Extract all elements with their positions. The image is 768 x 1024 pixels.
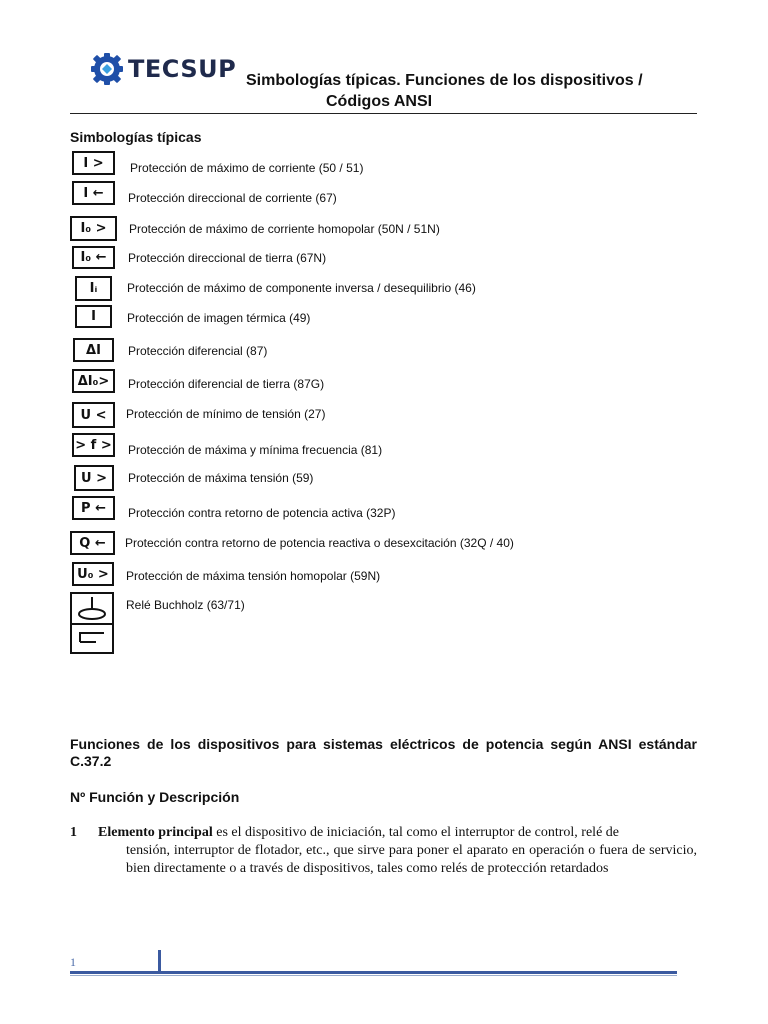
- tecsup-logo: [90, 52, 236, 86]
- section-heading-simbologias: Simbologías típicas: [70, 129, 202, 145]
- symbol-label: Protección direccional de tierra (67N): [128, 251, 327, 265]
- footer-rule: [70, 971, 677, 974]
- symbol-box: I₀ >: [70, 216, 117, 241]
- item-term: Elemento principal: [98, 825, 213, 840]
- symbol-box: U₀ >: [72, 562, 114, 586]
- symbol-box: U >: [74, 465, 114, 491]
- symbol-box: P ←: [72, 496, 115, 520]
- title-line-1: Simbologías típicas. Funciones de los dispositivos /: [246, 72, 643, 89]
- symbol-box: I₀ ←: [72, 246, 115, 269]
- footer-rule-thin: [70, 975, 677, 976]
- page-title: [246, 70, 643, 112]
- logo-text: TECSUP: [128, 55, 237, 83]
- symbol-label: Protección de mínimo de tensión (27): [126, 407, 326, 421]
- table-heading: Nº Función y Descripción: [70, 789, 240, 805]
- title-line-2: Códigos ANSI: [326, 93, 433, 110]
- symbol-label: Protección diferencial (87): [128, 344, 268, 358]
- item-text-line1: es el dispositivo de iniciación, tal como el interruptor de control, relé de: [212, 825, 620, 840]
- symbol-box: I >: [72, 151, 115, 175]
- symbol-label: Protección contra retorno de potencia activa (32P): [128, 506, 396, 520]
- symbol-box: ΔI₀>: [72, 369, 115, 393]
- symbol-label: Protección diferencial de tierra (87G): [128, 377, 325, 391]
- symbol-label: Protección de imagen térmica (49): [127, 311, 311, 325]
- symbol-label: Protección contra retorno de potencia reactiva o desexcitación (32Q / 40): [125, 536, 514, 550]
- item-number: 1: [70, 825, 77, 840]
- item-first-line: [98, 824, 697, 842]
- symbol-box: > f >: [72, 433, 115, 457]
- tecsup-gear-icon: [90, 52, 124, 86]
- page-number: 1: [70, 955, 76, 969]
- buchholz-relay-icon: [72, 594, 112, 652]
- symbol-box: ΔI: [73, 338, 114, 362]
- symbol-box: I ←: [72, 181, 115, 205]
- symbol-label: Relé Buchholz (63/71): [126, 598, 245, 612]
- symbol-label: Protección de máxima y mínima frecuencia (81): [128, 443, 383, 457]
- symbol-box: I: [75, 305, 112, 328]
- footer-divider: [158, 950, 161, 972]
- symbol-label: Protección de máxima tensión (59): [128, 471, 314, 485]
- symbol-box: Iᵢ: [75, 276, 112, 301]
- symbol-label: Protección de máximo de corriente (50 / 51): [130, 161, 364, 175]
- list-item: [70, 824, 697, 878]
- buchholz-relay-symbol: [70, 592, 114, 654]
- section-heading-funciones: Funciones de los dispositivos para sistemas eléctricos de potencia según ANSI estándar C.37.2: [70, 736, 697, 769]
- item-text-rest: tensión, interruptor de flotador, etc., que sirve para poner el aparato en operación o fuera de servicio, bien directamente o a través de dispositivos, tales como relés de protección retardados: [126, 843, 697, 876]
- symbol-label: Protección de máxima tensión homopolar (59N): [126, 569, 381, 583]
- symbol-box: U <: [72, 402, 115, 428]
- header-rule: [70, 113, 697, 114]
- symbol-label: Protección direccional de corriente (67): [128, 191, 337, 205]
- symbol-box: Q ←: [70, 531, 115, 555]
- symbol-label: Protección de máximo de corriente homopolar (50N / 51N): [129, 222, 440, 236]
- symbol-label: Protección de máximo de componente inversa / desequilibrio (46): [127, 281, 476, 295]
